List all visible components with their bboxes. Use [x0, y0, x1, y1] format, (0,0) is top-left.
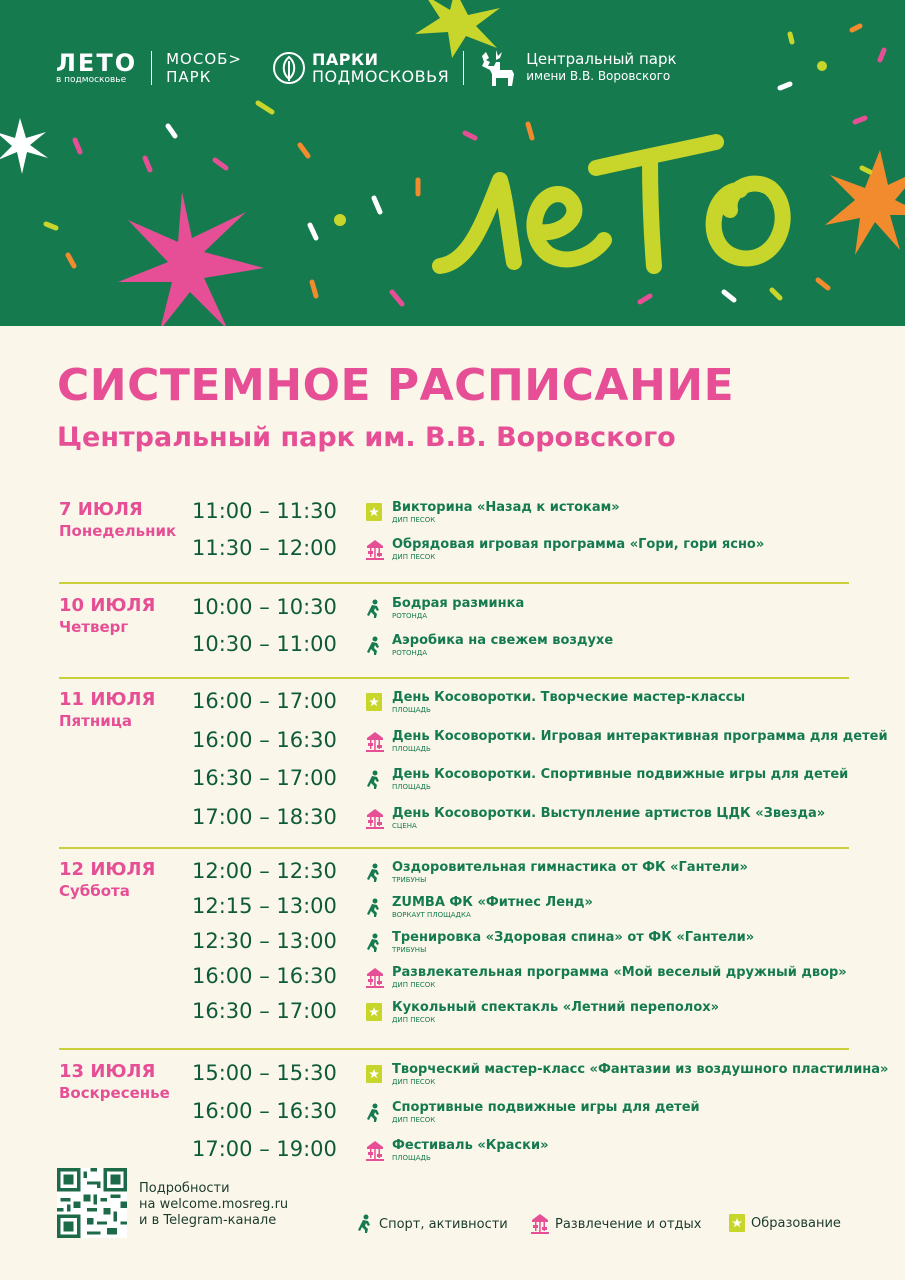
day-weekday: Пятница [59, 712, 132, 730]
event-place: ДИП ПЕСОК [392, 1078, 436, 1086]
event-row [192, 1061, 889, 1098]
leto-lettering-icon [440, 142, 783, 266]
white-star-icon [0, 118, 48, 174]
carousel-icon [366, 732, 384, 752]
leaf-circle-icon [272, 51, 306, 85]
event-row [192, 500, 852, 536]
event-place: РОТОНДА [392, 649, 428, 657]
sport-icon [366, 933, 384, 953]
book-icon [366, 1065, 384, 1085]
event-row [192, 633, 852, 669]
event-time: 16:00 – 16:30 [192, 1099, 337, 1123]
event-name: Тренировка «Здоровая спина» от ФК «Гантели» [392, 930, 755, 945]
event-row [192, 1000, 852, 1036]
carousel-icon [366, 540, 384, 560]
event-time: 17:00 – 18:30 [192, 804, 337, 829]
sport-icon [366, 1103, 384, 1123]
event-row [192, 596, 852, 632]
event-place: РОТОНДА [392, 612, 428, 620]
event-row [192, 767, 852, 803]
event-time: 16:00 – 17:00 [192, 689, 337, 713]
event-place: СЦЕНА [392, 821, 417, 830]
event-place: ПЛОЩАДЬ [392, 744, 431, 753]
event-time: 16:30 – 17:00 [192, 999, 337, 1023]
event-name: ZUMBA ФК «Фитнес Ленд» [392, 895, 593, 910]
legend-sport: Спорт, активности [357, 1214, 508, 1234]
event-place: ДИП ПЕСОК [392, 553, 436, 561]
event-name: Оздоровительная гимнастика от ФК «Гантели» [392, 860, 748, 875]
sport-icon [366, 599, 384, 619]
event-place: ТРИБУНЫ [392, 876, 427, 884]
orange-star-icon [825, 150, 905, 255]
more-info-text: Подробности на welcome.mosreg.ru и в Telegram-канале [139, 1181, 289, 1228]
partner-logos [56, 48, 677, 88]
page-title: СИСТЕМНОЕ РАСПИСАНИЕ [57, 360, 735, 411]
day-weekday: Суббота [59, 882, 130, 900]
event-time: 11:30 – 12:00 [192, 536, 337, 560]
event-row [192, 1100, 852, 1136]
day-weekday: Четверг [59, 618, 129, 636]
legend-entertainment: Развлечение и отдых [531, 1214, 702, 1234]
event-name: Бодрая разминка [392, 596, 525, 611]
event-place: ПЛОЩАДЬ [392, 706, 431, 714]
event-name: День Косоворотки. Спортивные подвижные игры для детей [392, 767, 849, 782]
pink-star-icon [118, 192, 264, 326]
event-place: ДИП ПЕСОК [392, 981, 436, 989]
page-subtitle: Центральный парк им. В.В. Воровского [57, 422, 676, 453]
event-time: 17:00 – 19:00 [192, 1137, 337, 1161]
event-time: 16:00 – 16:30 [192, 964, 337, 988]
event-row [192, 965, 852, 1001]
qr-code-icon[interactable] [57, 1168, 127, 1238]
day-date: 12 ИЮЛЯ [59, 859, 156, 880]
day-date: 13 ИЮЛЯ [59, 1061, 156, 1082]
book-icon [366, 693, 384, 713]
event-name: День Косоворотки. Игровая интерактивная программа для детей [392, 728, 888, 744]
event-name: Обрядовая игровая программа «Гори, гори ясно» [392, 537, 765, 552]
event-name: День Косоворотки. Творческие мастер-классы [392, 690, 746, 705]
event-row [192, 727, 888, 765]
sport-icon [357, 1214, 373, 1234]
website-link[interactable]: на welcome.mosreg.ru [139, 1197, 289, 1212]
event-row [192, 895, 852, 931]
logo-separator [463, 51, 464, 85]
sport-icon [366, 863, 384, 883]
event-time: 12:15 – 13:00 [192, 894, 337, 918]
sport-icon [366, 636, 384, 656]
event-name: Творческий мастер-класс «Фантазии из воздушного пластилина» [392, 1062, 889, 1077]
event-place: ВОРКАУТ ПЛОЩАДКА [392, 911, 471, 919]
event-place: ДИП ПЕСОК [392, 1116, 436, 1124]
day-divider [59, 847, 849, 849]
event-row [192, 930, 852, 966]
sport-icon [366, 898, 384, 918]
day-date: 10 ИЮЛЯ [59, 595, 156, 616]
event-name: Викторина «Назад к истокам» [392, 500, 620, 515]
day-divider [59, 1048, 849, 1050]
central-park-logo: Центральный парк имени В.В. Воровского [478, 48, 676, 88]
parki-podmoskovya-logo: ПАРКИ ПОДМОСКОВЬЯ [272, 51, 449, 85]
event-time: 16:30 – 17:00 [192, 766, 337, 790]
event-time: 10:30 – 11:00 [192, 632, 337, 656]
event-place: ДИП ПЕСОК [392, 516, 436, 524]
event-row [192, 537, 852, 573]
header-banner [0, 0, 905, 326]
deer-icon [478, 48, 518, 88]
event-row [192, 690, 852, 726]
event-place: ДИП ПЕСОК [392, 1016, 436, 1024]
event-place: ТРИБУНЫ [392, 946, 427, 954]
day-date: 7 ИЮЛЯ [59, 499, 143, 520]
event-name: День Косоворотки. Выступление артистов ЦДК «Звезда» [392, 805, 826, 821]
event-time: 16:00 – 16:30 [192, 727, 337, 752]
event-row [192, 806, 852, 842]
legend-education: Образование [729, 1214, 841, 1232]
sport-icon [366, 770, 384, 790]
event-time: 11:00 – 11:30 [192, 499, 337, 523]
footer [57, 1168, 857, 1248]
event-time: 12:30 – 13:00 [192, 929, 337, 953]
book-icon [366, 1003, 384, 1023]
event-row [192, 860, 852, 896]
day-divider [59, 677, 849, 679]
leto-logo: ЛЕТО в подмосковье [56, 48, 138, 85]
event-name: Аэробика на свежем воздухе [392, 633, 614, 648]
event-name: Развлекательная программа «Мой веселый дружный двор» [392, 965, 847, 980]
event-time: 10:00 – 10:30 [192, 595, 337, 619]
day-date: 11 ИЮЛЯ [59, 689, 156, 710]
mosobpark-logo: МОСОБ> ПАРК [166, 50, 242, 86]
event-time: 15:00 – 15:30 [192, 1061, 337, 1085]
event-time: 12:00 – 12:30 [192, 859, 337, 883]
logo-separator [151, 51, 152, 85]
carousel-icon [366, 1141, 384, 1161]
event-name: Фестиваль «Краски» [392, 1138, 549, 1153]
day-weekday: Воскресенье [59, 1084, 170, 1102]
carousel-icon [366, 809, 384, 829]
event-place: ПЛОЩАДЬ [392, 1154, 431, 1162]
book-icon [729, 1214, 745, 1232]
carousel-icon [531, 1214, 549, 1234]
day-weekday: Понедельник [59, 522, 177, 540]
event-name: Кукольный спектакль «Летний переполох» [392, 1000, 720, 1015]
day-divider [59, 582, 849, 584]
event-place: ПЛОЩАДЬ [392, 783, 431, 791]
carousel-icon [366, 968, 384, 988]
book-icon [366, 503, 384, 523]
event-name: Спортивные подвижные игры для детей [392, 1100, 700, 1115]
